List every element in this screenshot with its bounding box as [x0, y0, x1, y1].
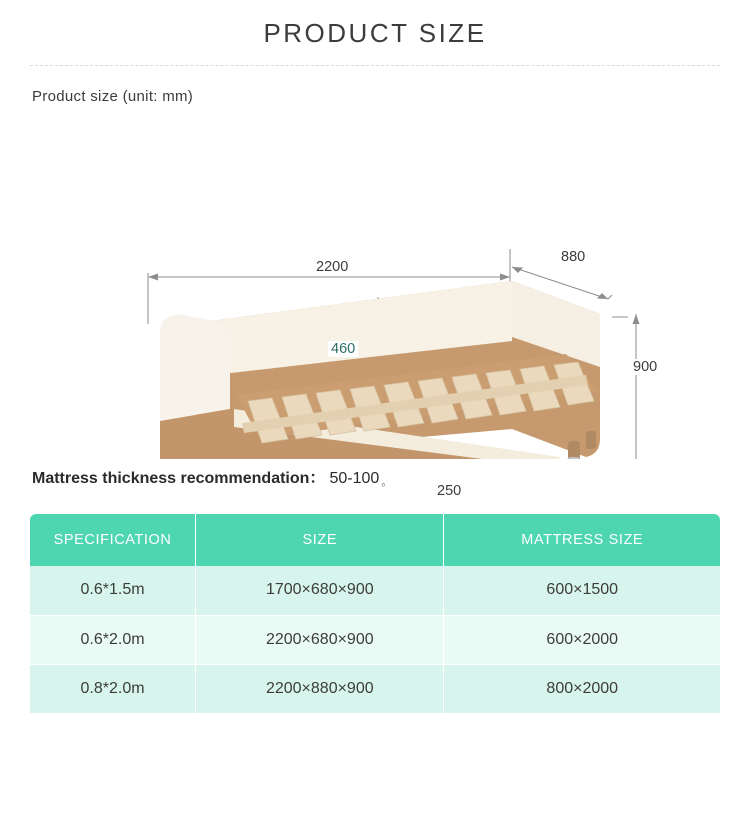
cell-specification: 0.6*1.5m	[30, 566, 196, 615]
page-title: PRODUCT SIZE	[263, 18, 487, 48]
spec-table	[30, 514, 720, 713]
dimension-label-floor-to-slats: 250	[434, 483, 464, 499]
column-header-size: SIZE	[196, 514, 444, 566]
product-size-subtitle: Product size (unit: mm)	[32, 88, 194, 105]
table-row	[30, 615, 720, 664]
spec-table-wrapper	[30, 514, 720, 713]
cell-size: 1700×680×900	[196, 566, 444, 615]
mattress-value: 50-100	[329, 470, 380, 487]
mattress-unit: 。	[381, 476, 393, 488]
bed-illustration	[0, 109, 750, 459]
cell-specification: 0.6*2.0m	[30, 615, 196, 664]
mattress-label: Mattress thickness recommendation：	[32, 470, 326, 487]
column-header-mattress-size: MATTRESS SIZE	[444, 514, 720, 566]
dimension-label-length: 2200	[313, 259, 351, 275]
table-row	[30, 566, 720, 615]
cell-size: 2200×680×900	[196, 615, 444, 664]
table-header-row	[30, 514, 720, 566]
dimension-label-backrest-height: 460	[328, 341, 358, 357]
cell-size: 2200×880×900	[196, 664, 444, 713]
cell-mattress-size: 800×2000	[444, 664, 720, 713]
cell-mattress-size: 600×2000	[444, 615, 720, 664]
dimension-label-total-height: 900	[630, 359, 660, 375]
cell-specification: 0.8*2.0m	[30, 664, 196, 713]
mattress-thickness-recommendation	[32, 465, 750, 488]
cell-mattress-size: 600×1500	[444, 566, 720, 615]
dimension-label-depth: 880	[558, 249, 588, 265]
title-divider	[30, 65, 720, 66]
column-header-specification: SPECIFICATION	[30, 514, 196, 566]
table-row	[30, 664, 720, 713]
